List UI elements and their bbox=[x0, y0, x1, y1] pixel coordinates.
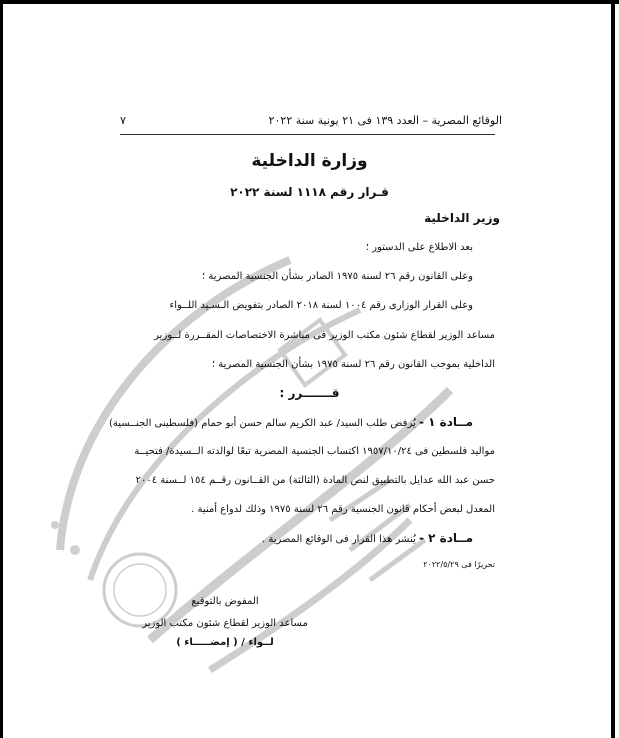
preamble-line: مساعد الوزير لقطاع شئون مكتب الوزير فى مباشرة الاختصاصات المقــررة لــوزير bbox=[154, 330, 495, 341]
article-1-text: يُرفض طلب السيد/ عبد الكريم سالم حسن أبو حمام (فلسطينى الجنــسية) bbox=[109, 418, 416, 429]
decides-heading: قـــــــرر : bbox=[279, 386, 340, 400]
minister-title: وزير الداخلية bbox=[424, 211, 500, 225]
signature-office: مساعد الوزير لقطاع شئون مكتب الوزير bbox=[142, 618, 308, 629]
header-text: الوقائع المصرية – العدد ١٣٩ فى ٢١ يونية سنة ٢٠٢٢ bbox=[268, 113, 502, 127]
preamble-line: وعلى القانون رقم ٢٦ لسنة ١٩٧٥ الصادر بشأن الجنسية المصرية ؛ bbox=[202, 271, 473, 282]
page-number: ٧ bbox=[120, 113, 126, 127]
article-1-line: مواليد فلسطين فى ١٩٥٧/١٠/٢٤ اكتساب الجنسية المصرية تبعًا لوالدته الــسيدة/ فتحيــة bbox=[134, 446, 495, 457]
preamble-line: وعلى القرار الوزارى رقم ١٠٠٤ لسنة ٢٠١٨ الصادر بتفويض الـسـيد اللــواء bbox=[169, 300, 473, 311]
signature-rank: لــواء / ( إمضـــــاء ) bbox=[176, 637, 274, 648]
article-2-line bbox=[105, 530, 495, 548]
date-line: تحريرًا فى ٢٠٢٢/٥/٢٩ bbox=[423, 560, 495, 569]
article-1-line: المعدل لبعض أحكام قانون الجنسية رقم ٢٦ لسنة ١٩٧٥ وذلك لدواع أمنية . bbox=[191, 504, 495, 515]
article-1-first-line bbox=[105, 414, 495, 432]
article-1-label: مــادة ١ - bbox=[418, 415, 473, 429]
preamble-line: بعد الاطلاع على الدستور ؛ bbox=[365, 242, 473, 253]
decree-title: قـرار رقم ١١١٨ لسنة ٢٠٢٢ bbox=[230, 185, 389, 199]
header-rule bbox=[120, 134, 495, 135]
ministry-title: وزارة الداخلية bbox=[251, 151, 368, 171]
article-2-text: يُنشر هذا القرار فى الوقائع المصرية . bbox=[261, 534, 416, 545]
running-header bbox=[120, 111, 502, 129]
article-1-line: حسن عبد الله عدايل بالتطبيق لنص المادة (الثالثة) من القــانون رقــم ١٥٤ لــسنة ٢٠٠٤ bbox=[135, 475, 495, 486]
preamble-line: الداخلية بموجب القانون رقم ٢٦ لسنة ١٩٧٥ بشأن الجنسية المصرية ؛ bbox=[211, 359, 495, 370]
article-2-label: مــادة ٢ - bbox=[418, 531, 473, 545]
signature-delegate: المفوض بالتوقيع bbox=[191, 596, 259, 607]
